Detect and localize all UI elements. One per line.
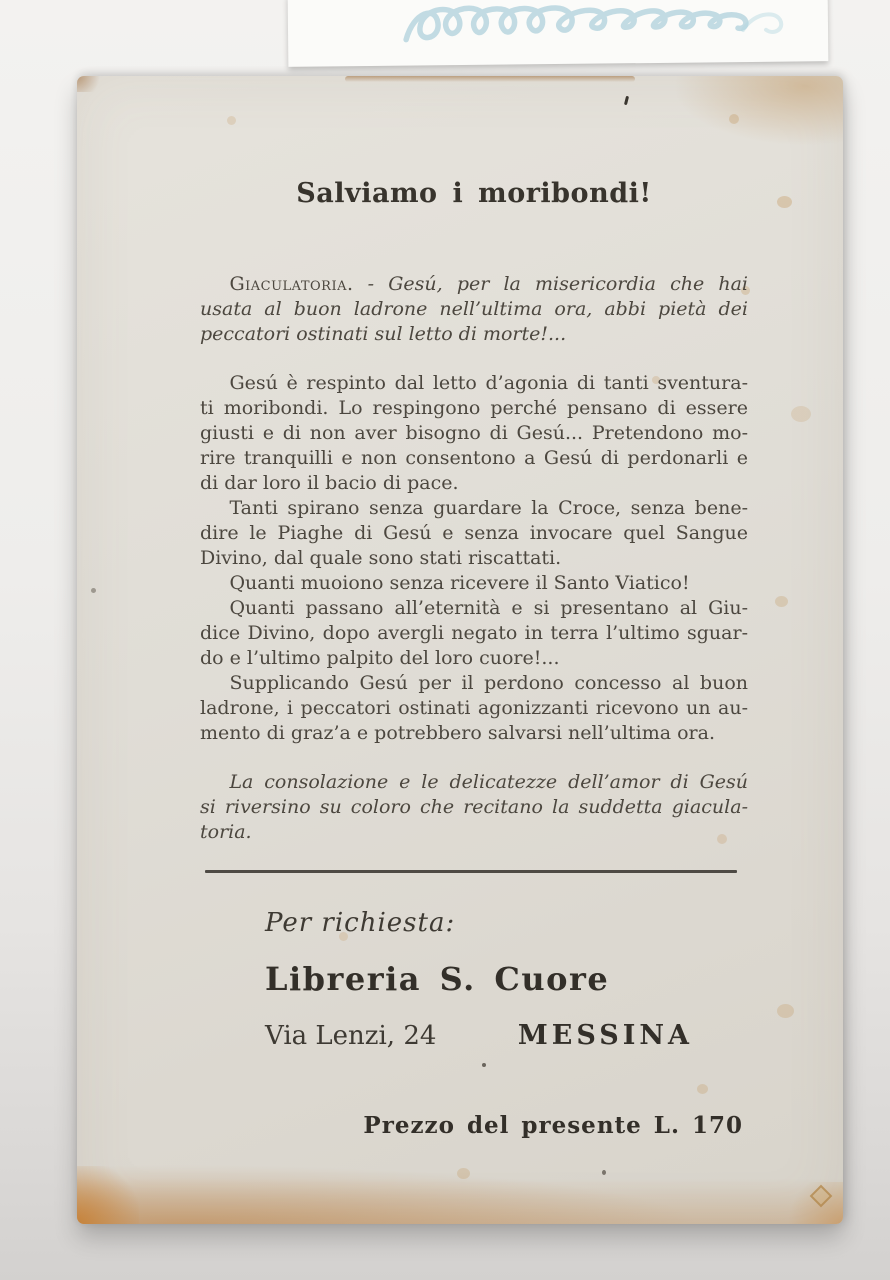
paragraph-label: Giaculatoria.	[229, 273, 354, 295]
book-cover	[77, 76, 843, 1224]
text-line: Quanti muoiono senza ricevere il Santo Viatico!	[229, 572, 690, 594]
stain-spot	[777, 196, 792, 208]
speck	[482, 1063, 486, 1067]
stain-band	[77, 1148, 843, 1224]
stain-spot	[673, 76, 843, 146]
stain-spot	[457, 1168, 470, 1179]
text-line: Quanti passano all’eternità e si presentano al Giu-	[229, 597, 748, 619]
text-line: mento di graz’a e potrebbero salvarsi nell’ultima ora.	[200, 722, 715, 744]
store-city: MESSINA	[517, 1020, 693, 1051]
text-line: toria.	[200, 821, 252, 843]
text-line: Divino, dal quale sono stati riscattati.	[200, 547, 562, 569]
stain-spot	[345, 76, 635, 82]
text-line: La consolazione e le delicatezze dell’amor di Gesú	[229, 771, 748, 793]
note-paper	[288, 0, 829, 67]
text-line: Giaculatoria. - Gesú, per la misericordia che hai	[229, 273, 748, 295]
paragraph	[200, 770, 748, 845]
price-line: Prezzo del presente L. 170	[363, 1112, 743, 1139]
stamp-blemish	[810, 1185, 833, 1208]
text-line: do e l’ultimo palpito del loro cuore!...	[200, 647, 560, 669]
text-line: di dar loro il bacio di pace.	[200, 472, 459, 494]
paragraph	[200, 496, 748, 571]
stain-spot	[783, 1182, 843, 1224]
ink-mark	[624, 96, 629, 105]
store-address-row	[265, 1020, 693, 1051]
text-line: dire le Piaghe di Gesú e senza invocare quel Sangue	[200, 522, 748, 544]
text-line: peccatori ostinati sul letto di morte!...	[200, 323, 567, 345]
page-title: Salviamo i moribondi!	[296, 178, 652, 209]
handwriting-scribble	[288, 0, 829, 61]
speck	[91, 588, 96, 593]
stain-spot	[791, 406, 811, 422]
paragraph	[200, 596, 748, 671]
request-label: Per richiesta:	[265, 908, 456, 938]
text-line: dice Divino, dopo avergli negato in terra l’ultimo sguar-	[200, 622, 748, 644]
stain-spot	[697, 1084, 708, 1094]
divider-rule	[205, 870, 737, 873]
text-line: ladrone, i peccatori ostinati agonizzanti ricevono un au-	[200, 697, 748, 719]
text-line: Tanti spirano senza guardare la Croce, senza bene-	[229, 497, 748, 519]
text-line: giusti e di non aver bisogno di Gesú... Pretendono mo-	[200, 422, 748, 444]
stain-spot	[775, 596, 788, 607]
text-line: Gesú è respinto dal letto d’agonia di tanti sventura-	[229, 372, 748, 394]
stain-spot	[227, 116, 236, 125]
body-paragraphs	[200, 272, 748, 845]
paragraph	[200, 671, 748, 746]
store-name: Libreria S. Cuore	[265, 960, 610, 998]
text-line: rire tranquilli e non consentono a Gesú di perdonarli e	[200, 447, 748, 469]
text-line: si riversino su coloro che recitano la suddetta giacula-	[200, 796, 748, 818]
stain-spot	[77, 76, 103, 92]
stain-spot	[729, 114, 739, 124]
text-line: usata al buon ladrone nell’ultima ora, abbi pietà dei	[200, 298, 748, 320]
text-line: Supplicando Gesú per il perdono concesso al buon	[229, 672, 748, 694]
speck	[602, 1170, 606, 1175]
paragraph	[200, 571, 748, 596]
stain-spot	[77, 1166, 139, 1224]
text-line: ti moribondi. Lo respingono perché pensano di essere	[200, 397, 748, 419]
store-address: Via Lenzi, 24	[265, 1021, 437, 1051]
paragraph	[200, 272, 748, 347]
stain-spot	[777, 1004, 794, 1018]
paragraph	[200, 371, 748, 496]
